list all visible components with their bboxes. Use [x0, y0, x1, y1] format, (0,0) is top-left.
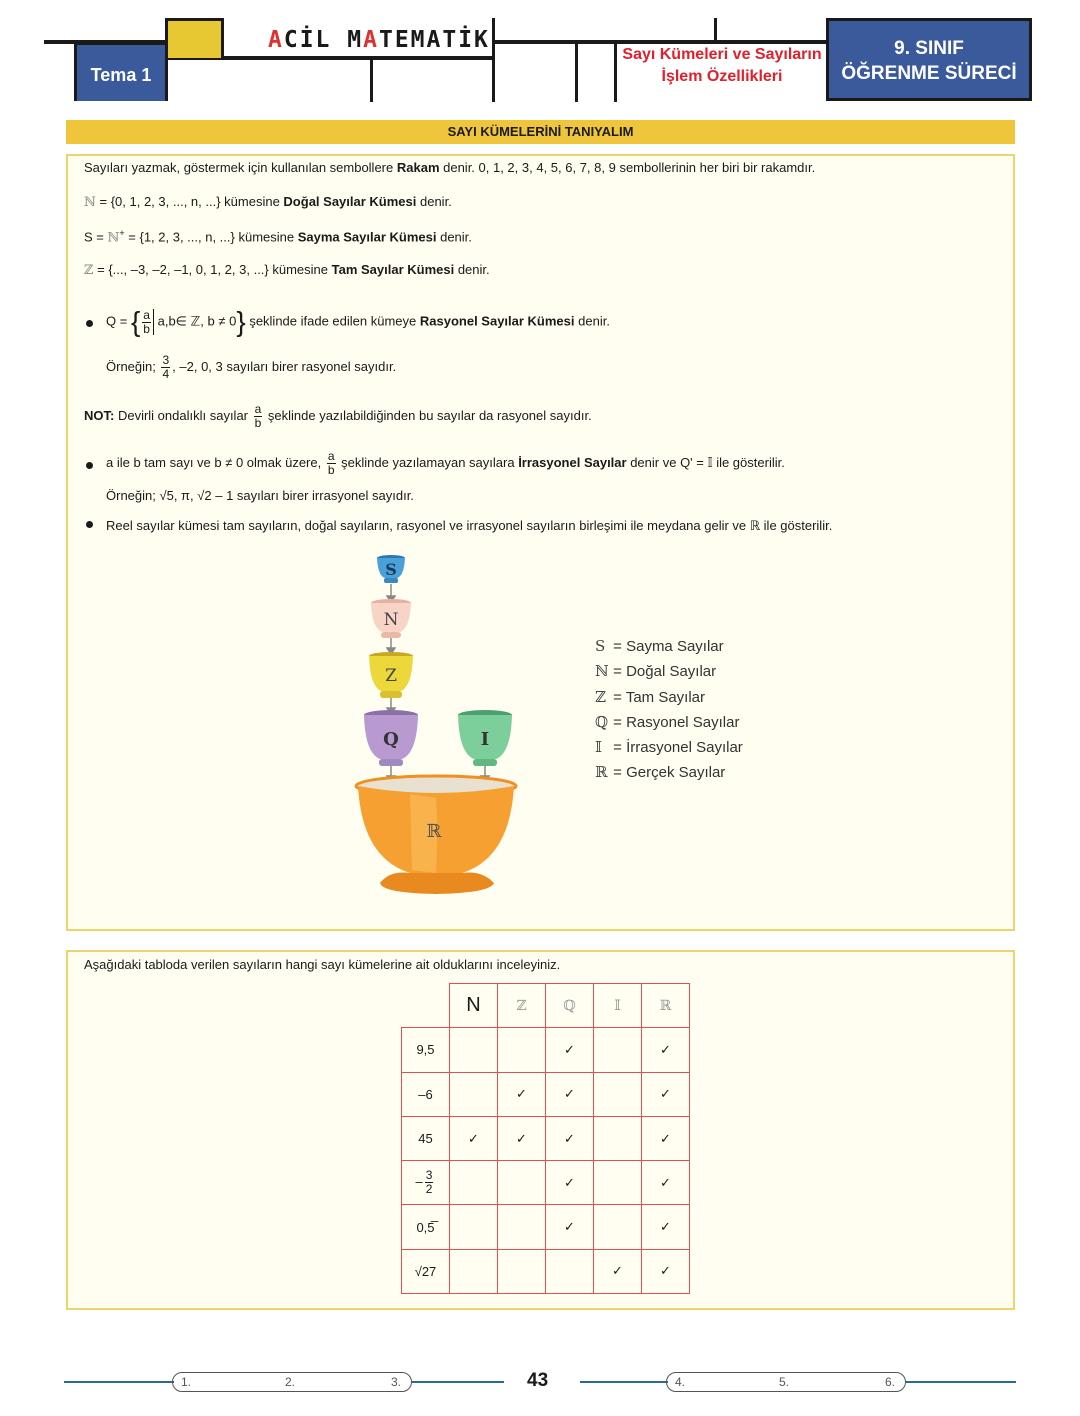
table-cell: ✓	[546, 1161, 594, 1205]
legend-item: S = Sayma Sayılar	[595, 637, 724, 655]
table-cell: ✓	[642, 1205, 690, 1249]
z-pot	[369, 652, 413, 698]
unit-title: Sayı Kümeleri ve Sayıların İşlem Özellikleri	[622, 46, 822, 85]
table-row	[402, 1072, 690, 1116]
i-pot	[458, 710, 512, 766]
n-pot-label: N	[383, 610, 399, 630]
column-header: ℝ	[642, 984, 690, 1028]
table-row	[402, 1205, 690, 1249]
tema-label: Tema 1	[74, 42, 168, 101]
row-label: – $\frac{3}{2}$	[402, 1161, 450, 1205]
table-cell: ✓	[546, 1205, 594, 1249]
number-sets-pots-illustration	[350, 548, 530, 900]
table-cell: ✓	[642, 1028, 690, 1072]
table-cell	[594, 1205, 642, 1249]
tam-definition: ℤ = {..., –3, –2, –1, 0, 1, 2, 3, ...} kümesine Tam Sayılar Kümesi denir.	[84, 262, 490, 278]
column-header: ℤ	[498, 984, 546, 1028]
reel-definition: Reel sayılar kümesi tam sayıların, doğal sayıların, rasyonel ve irrasyonel sayıların birleşimi ile meydana gelir ve ℝ ile gösterilir.	[106, 518, 833, 533]
column-header: N	[450, 984, 498, 1028]
table-cell: ✓	[498, 1116, 546, 1160]
table-cell	[594, 1072, 642, 1116]
rasyonel-example: Örneğin; $\frac{3}{4}$ , –2, 0, 3 sayıları birer rasyonel sayıdır.	[106, 353, 397, 381]
table-row	[402, 1249, 690, 1293]
table-cell	[450, 1072, 498, 1116]
q-pot	[364, 710, 418, 766]
r-bowl-label: ℝ	[426, 821, 442, 842]
table-cell: ✓	[642, 1249, 690, 1293]
grade-box: 9. SINIF ÖĞRENME SÜRECİ	[826, 18, 1032, 101]
table-cell	[594, 1028, 642, 1072]
irrasyonel-example: Örneğin; √5, π, √2 – 1 sayıları birer irrasyonel sayıdır.	[106, 488, 414, 503]
logo: ACİL MATEMATİK	[268, 27, 490, 53]
footer-rule	[906, 1381, 1016, 1383]
not-note: NOT: Devirli ondalıklı sayılar $\frac{a}{b}$ şeklinde yazılabildiğinden bu sayılar da rasyonel sayıdır.	[84, 402, 592, 430]
table-cell: ✓	[546, 1072, 594, 1116]
footer-rule	[412, 1381, 504, 1383]
table-cell: ✓	[450, 1116, 498, 1160]
bullet	[86, 462, 93, 469]
table-cell	[450, 1249, 498, 1293]
sets-legend	[595, 634, 743, 786]
legend-item: ℕ = Doğal Sayılar	[595, 662, 717, 681]
number-sets-table	[401, 983, 690, 1294]
page-number: 43	[527, 1370, 549, 1391]
q-pot-label: Q	[383, 729, 399, 750]
footer-step-pill-left: 1. 2. 3.	[172, 1372, 412, 1392]
header-divider	[714, 18, 717, 42]
table-cell	[498, 1028, 546, 1072]
table-cell	[450, 1205, 498, 1249]
table-cell	[450, 1161, 498, 1205]
footer-step-pill-right: 4. 5. 6.	[666, 1372, 906, 1392]
footer-rule	[64, 1381, 174, 1383]
row-label: 0,5̅	[402, 1205, 450, 1249]
column-header: 𝕀	[594, 984, 642, 1028]
row-label: √27	[402, 1249, 450, 1293]
s-pot-label: S	[385, 560, 397, 579]
row-label: 45	[402, 1116, 450, 1160]
table-cell: ✓	[642, 1072, 690, 1116]
table-cell	[594, 1116, 642, 1160]
row-label: –6	[402, 1072, 450, 1116]
bullet	[86, 521, 93, 528]
table-row	[402, 1116, 690, 1160]
table-cell	[498, 1161, 546, 1205]
table-cell	[498, 1249, 546, 1293]
table-cell: ✓	[642, 1161, 690, 1205]
legend-item: ℚ = Rasyonel Sayılar	[595, 712, 740, 731]
header-divider	[370, 56, 373, 102]
sayma-definition: S = ℕ+ = {1, 2, 3, ..., n, ...} kümesine Sayma Sayılar Kümesi denir.	[84, 228, 472, 246]
table-intro: Aşağıdaki tabloda verilen sayıların hangi sayı kümelerine ait olduklarını inceleyiniz.	[84, 957, 561, 972]
s-pot	[377, 555, 405, 583]
z-pot-label: Z	[385, 666, 397, 686]
table-cell	[450, 1028, 498, 1072]
table-cell	[546, 1249, 594, 1293]
rasyonel-definition: Q = { $\frac{a}{b}$ a,b∈ ℤ, b ≠ 0} şeklinde ifade edilen kümeye Rasyonel Sayılar Kümesi denir.	[106, 306, 610, 337]
column-header: ℚ	[546, 984, 594, 1028]
header-divider	[492, 18, 495, 102]
header-yellow-block	[165, 18, 224, 58]
irrasyonel-definition: a ile b tam sayı ve b ≠ 0 olmak üzere, $\frac{a}{b}$ şeklinde yazılamayan sayılara İrrasyonel Sayılar denir ve Q' = 𝕀 ile gösterilir.	[106, 449, 785, 477]
row-label: 9,5	[402, 1028, 450, 1072]
rakam-definition: Sayıları yazmak, göstermek için kullanılan sembollere Rakam denir. 0, 1, 2, 3, 4, 5, 6, 7, 8, 9 sembollerinin her biri bir rakamdır.	[84, 160, 816, 175]
legend-item: ℤ = Tam Sayılar	[595, 687, 706, 706]
table-cell: ✓	[642, 1116, 690, 1160]
table-cell: ✓	[546, 1028, 594, 1072]
footer-rule	[580, 1381, 668, 1383]
dogal-definition: ℕ = {0, 1, 2, 3, ..., n, ...} kümesine Doğal Sayılar Kümesi denir.	[84, 194, 452, 210]
table-row	[402, 1028, 690, 1072]
header-divider	[575, 40, 578, 102]
bullet	[86, 320, 93, 327]
table-cell: ✓	[594, 1249, 642, 1293]
table-cell	[594, 1161, 642, 1205]
r-bowl	[356, 776, 516, 894]
n-pot	[371, 599, 411, 638]
table-row	[402, 1161, 690, 1205]
table-cell	[498, 1205, 546, 1249]
legend-item: ℝ = Gerçek Sayılar	[595, 763, 726, 782]
section-title: SAYI KÜMELERİNİ TANIYALIM	[66, 120, 1015, 144]
i-pot-label: I	[480, 729, 490, 750]
table-cell: ✓	[546, 1116, 594, 1160]
table-cell: ✓	[498, 1072, 546, 1116]
legend-item: 𝕀 = İrrasyonel Sayılar	[595, 738, 743, 757]
